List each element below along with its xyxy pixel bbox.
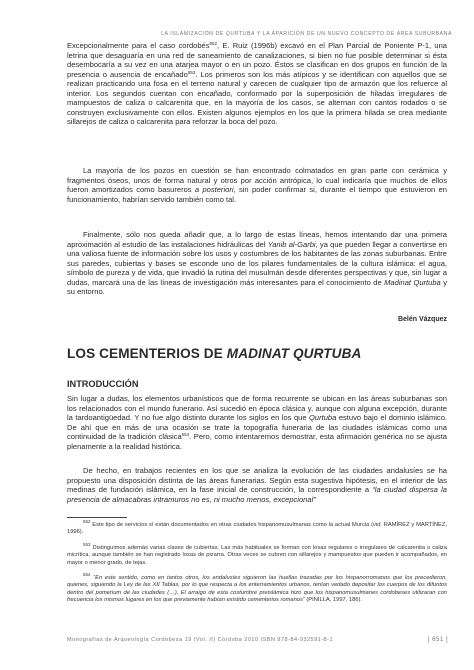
footnote-552: $^{552}$ Este tipo de servicios sí están documentados en otras ciudades hispanomusulmanas como la actual Murcia (vid. RAMÍREZ y MARTÍNEZ, 1996). — [67, 519, 447, 536]
footnote-ref-553[interactable]: 553 — [187, 69, 196, 75]
footnote-554: $^{554}$ “En este sentido, como en tantos otros, los andalusíes siguieron las huellas trazadas por los hispanorromanos que los precedieron, quienes, siguiendo la Ley de las XII Tablas, por lo que respecta a los enterramientos urbanos, tenían vedado depositar los cuerpos de los difuntos dentro del pomerium de las ciudades (…). El arraigo de esta costumbre preislámica hizo que los hispanomusulmanes cordobeses utilizaran con frecuencia los mismos lugares en los que previamente habían existido cementerios romanos” (PINILLA, 1997, 186). — [67, 572, 447, 603]
page-number: [ 651 ] — [427, 637, 448, 643]
header-italic: QURTUBA — [225, 31, 255, 37]
header-text-end: Y LA APARICIÓN DE UN NUEVO CONCEPTO DE ÁREA SUBURBANA — [254, 31, 452, 37]
body-paragraph-4: Sin lugar a dudas, los elementos urbanísticos que de forma recurrente se ubican en las áreas suburbanas son los relacionados con el mundo funerario. Así sucedió en época clásica y, aunque con alguna excepción, durante la tardoantigüedad. Y no fue algo distinto durante los siglos en los que Qurtuba estuvo bajo el dominio islámico. De ahí que en más de una ocasión se trate la topografía funeraria de las ciudades islámicas como una continuidad de la tradición clásica$^{554}$. Pero, como intentaremos demostrar, esta afirmación genérica no se ajusta plenamente a la realidad histórica. — [67, 394, 447, 451]
footnote-ref-552[interactable]: 552 — [209, 41, 218, 46]
footnote-553: $^{553}$ Distinguimos además varias clases de cubiertas. Las más habituales se forman con losas regulares o irregulares de calcarenita o caliza micrítica, aunque también se han registrado losas de pizarra. Otras veces se cubren con sillarejos y mampuestos que pueden ir acompañados, en mayor o menor grado, de tejas. — [67, 542, 447, 566]
footnote-separator — [67, 517, 127, 518]
subsection-title: INTRODUCCIÓN — [67, 379, 139, 389]
running-header — [161, 31, 452, 37]
body-paragraph-3: Finalmente, sólo nos queda añadir que, a lo largo de estas líneas, hemos intentando dar una primera aproximación al estudio de las instalaciones hidráulicas del Yanib al-Garbi, ya que pueden llegar a convertirse en una valiosa fuente de información sobre los usos y costumbres de los habitantes de las zonas suburbanas. Entre sus paredes, cubiertas y bases se esconde uno de los pilares fundamentales de la cultura islámica: el agua, símbolo de pureza y de vida, que invadió la rutina del musulmán desde diferentes perspectivas y que, sin lugar a dudas, marcará una de las líneas de investigación más interesantes para el conocimiento de Madinat Qurtuba y su entorno. — [67, 230, 448, 297]
body-paragraph-2: La mayoría de los pozos en cuestión se han encontrado colmatados en gran parte con cerámica y fragmentos óseos, unos de forma natural y otros por acción antrópica, lo cual indicaría que muchos de ellos fueron amortizados como basureros a posteriori, sin poder confirmar si, durante el tiempo que estuvieron en funcionamiento, habrían servido también como tal. — [67, 166, 447, 204]
footnote-ref-554[interactable]: 554 — [181, 432, 190, 438]
author-signature: Belén Vázquez — [397, 316, 447, 323]
body-paragraph-1: Excepcionalmente para el caso cordobés$^{552}$, E. Ruiz (1996b) excavó en el Plan Parcial de Poniente P-1, una letrina que desaguaría en una red de saneamiento de canalizaciones, si bien no fue posible determinar si ésta desembocaría a su vez en una atarjea mayor o en un pozo. Éstos se clasifican en dos grupos en función de la presencia o ausencia de encañado$^{553}$. Los primeros son los más atípicos y se identifican con aquellos que se realizan practicando una fosa en el terreno natural y carecen de cualquier tipo de armazón que los refuerce al interior. Los segundos cuentan con encañado, conformado por la superposición de hiladas irregulares de mampuestos de caliza o calcarenita que, en la mayoría de los casos, se alternan con cantos rodados o se construyen exclusivamente con ellos. Existen algunos ejemplos en los que la primera hilada se crea mediante sillarejos de caliza o calcarenita para reforzar la boca del pozo. — [67, 41, 447, 127]
page-footer: Monografías de Arqueología Cordobesa 19 (Vol. II) Córdoba 2010 ISBN 978-84-932591-8-1 — [67, 637, 334, 643]
body-paragraph-5: De hecho, en trabajos recientes en los que se analiza la evolución de las ciudades andalusíes se ha propuesto una disposición distinta de las áreas funerarias. Según esta sugestiva hipótesis, en el interior de las medinas de fundación islámica, en la fase inicial de construcción, la correspondiente a “la ciudad dispersa la presencia de almacabras intramuros no es, ni mucho menos, excepcional” — [67, 466, 447, 504]
section-title: LOS CEMENTERIOS DE MADINAT QURTUBA — [67, 346, 362, 361]
header-text: LA ISLAMIZACIÓN DE — [161, 31, 226, 37]
